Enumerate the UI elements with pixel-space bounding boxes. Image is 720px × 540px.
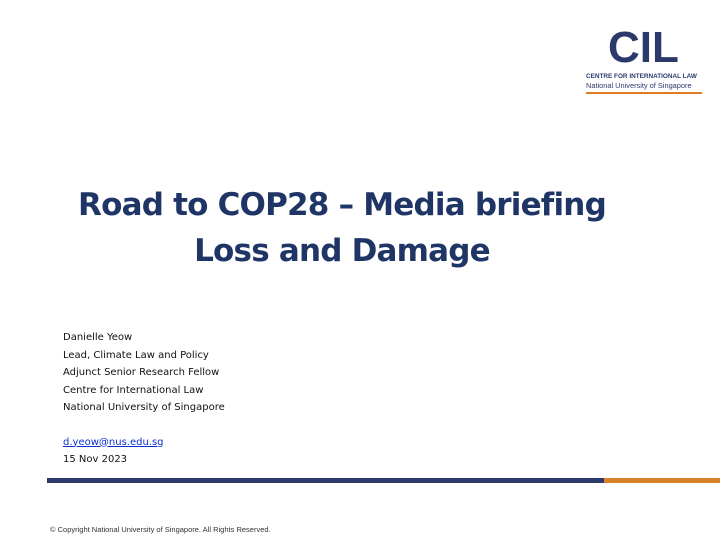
cil-logo	[586, 23, 706, 94]
logo-university-name: National University of Singapore	[586, 81, 692, 90]
author-role-1: Lead, Climate Law and Policy	[63, 349, 209, 361]
author-block	[63, 329, 225, 469]
copyright-footer: © Copyright National University of Singapore. All Rights Reserved.	[50, 525, 271, 534]
author-name: Danielle Yeow	[63, 332, 133, 343]
logo-mark: CIL	[608, 23, 679, 72]
author-email-link[interactable]: d.yeow@nus.edu.sg	[63, 436, 164, 448]
title-line-2: Loss and Damage	[194, 233, 490, 269]
author-org-2: National University of Singapore	[63, 402, 225, 413]
logo-underline	[586, 92, 702, 94]
bottom-divider-navy	[47, 478, 604, 483]
slide-title	[0, 182, 684, 274]
presentation-date: 15 Nov 2023	[63, 454, 128, 465]
logo-org-name: CENTRE FOR INTERNATIONAL LAW	[586, 73, 697, 80]
bottom-divider-orange	[604, 478, 720, 483]
author-org-1: Centre for International Law	[63, 384, 204, 396]
bottom-divider	[47, 478, 720, 483]
title-line-1: Road to COP28 – Media briefing	[78, 187, 606, 223]
author-role-2: Adjunct Senior Research Fellow	[63, 367, 220, 378]
